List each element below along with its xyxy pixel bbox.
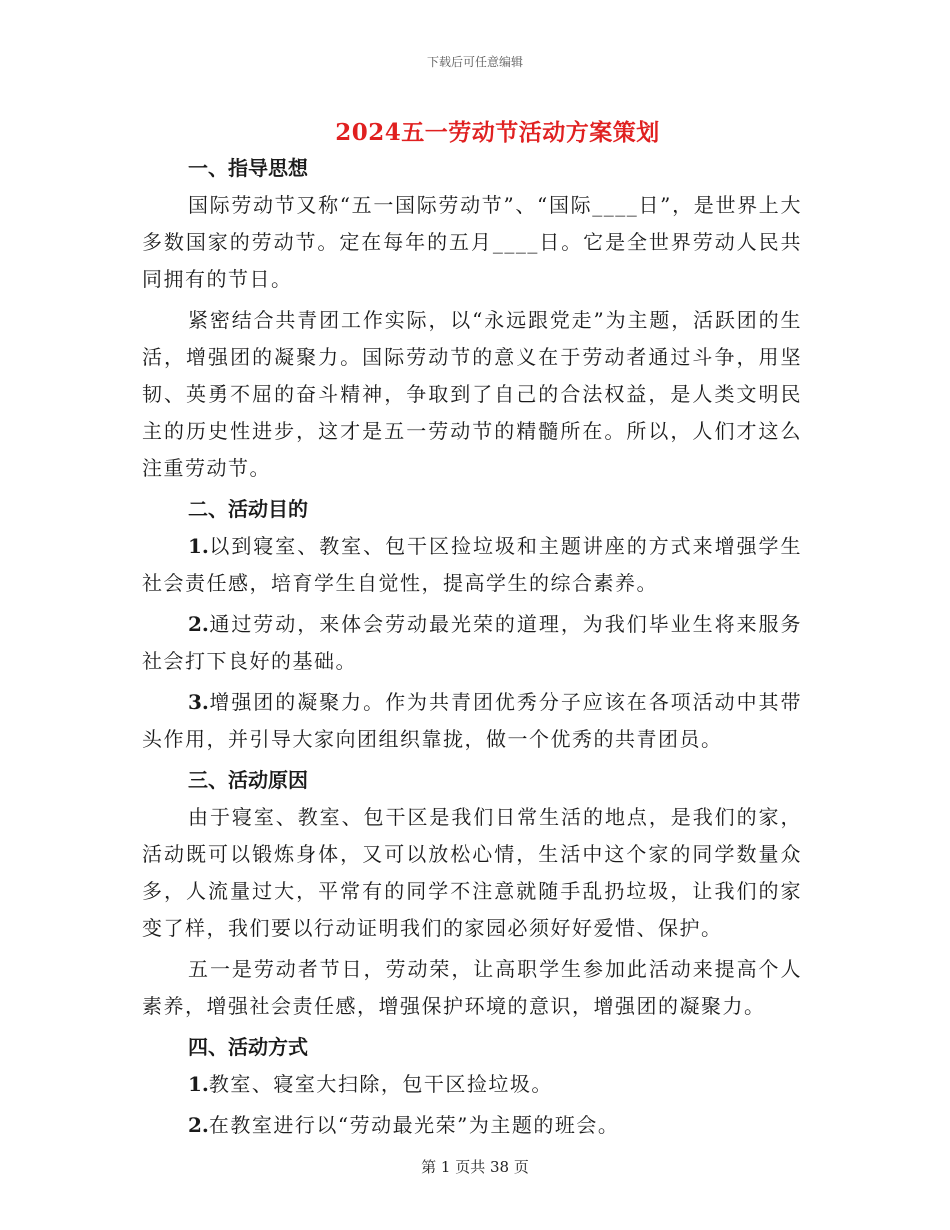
list-item-number: 2. <box>188 612 209 636</box>
paragraph: 国际劳动节又称“五一国际劳动节”、“国际____日”，是世界上大多数国家的劳动节。定在每年的五月____日。它是全世界劳动人民共同拥有的节日。 <box>142 193 802 291</box>
list-item-number: 1. <box>188 1072 209 1096</box>
list-item <box>142 1066 802 1103</box>
list-item <box>142 528 802 602</box>
list-item-text: 以到寝室、教室、包干区捡垃圾和主题讲座的方式来增强学生社会责任感，培育学生自觉性，提高学生的综合素养。 <box>142 534 802 595</box>
list-item <box>142 1107 802 1144</box>
header-note: 下载后可任意编辑 <box>426 55 523 69</box>
list-item-number: 1. <box>188 534 209 558</box>
list-item-text: 在教室进行以“劳动最光荣”为主题的班会。 <box>208 1113 620 1137</box>
page-footer: 第 1 页共 38 页 <box>421 1158 529 1176</box>
section-heading-purpose: 二、活动目的 <box>188 497 308 521</box>
section-heading-guiding-thought: 一、指导思想 <box>188 156 308 180</box>
list-item <box>142 684 802 758</box>
list-item-number: 2. <box>188 1113 209 1137</box>
list-item-number: 3. <box>188 690 209 714</box>
section-heading-method: 四、活动方式 <box>188 1035 308 1059</box>
document-body <box>142 150 802 1144</box>
list-item-text: 教室、寝室大扫除，包干区捡垃圾。 <box>208 1072 553 1096</box>
list-item-text: 通过劳动，来体会劳动最光荣的道理，为我们毕业生将来服务社会打下良好的基础。 <box>142 612 802 673</box>
list-item-text: 增强团的凝聚力。作为共青团优秀分子应该在各项活动中其带头作用，并引导大家向团组织靠拢，做一个优秀的共青团员。 <box>142 690 802 751</box>
paragraph: 五一是劳动者节日，劳动荣，让高职学生参加此活动来提高个人素养，增强社会责任感，增强保护环境的意识，增强团的凝聚力。 <box>142 957 802 1018</box>
section-heading-reason: 三、活动原因 <box>188 768 308 792</box>
paragraph: 由于寝室、教室、包干区是我们日常生活的地点，是我们的家，活动既可以锻炼身体，又可以放松心情，生活中这个家的同学数量众多，人流量过大，平常有的同学不注意就随手乱扔垃圾，让我们的家变了样，我们要以行动证明我们的家园必须好好爱惜、保护。 <box>142 805 802 940</box>
paragraph: 紧密结合共青团工作实际，以“永远跟党走”为主题，活跃团的生活，增强团的凝聚力。国际劳动节的意义在于劳动者通过斗争，用坚韧、英勇不屈的奋斗精神，争取到了自己的合法权益，是人类文明民主的历史性进步，这才是五一劳动节的精髓所在。所以，人们才这么注重劳动节。 <box>142 308 802 480</box>
list-item <box>142 606 802 680</box>
document-title: 2024五一劳动节活动方案策划 <box>335 119 660 146</box>
